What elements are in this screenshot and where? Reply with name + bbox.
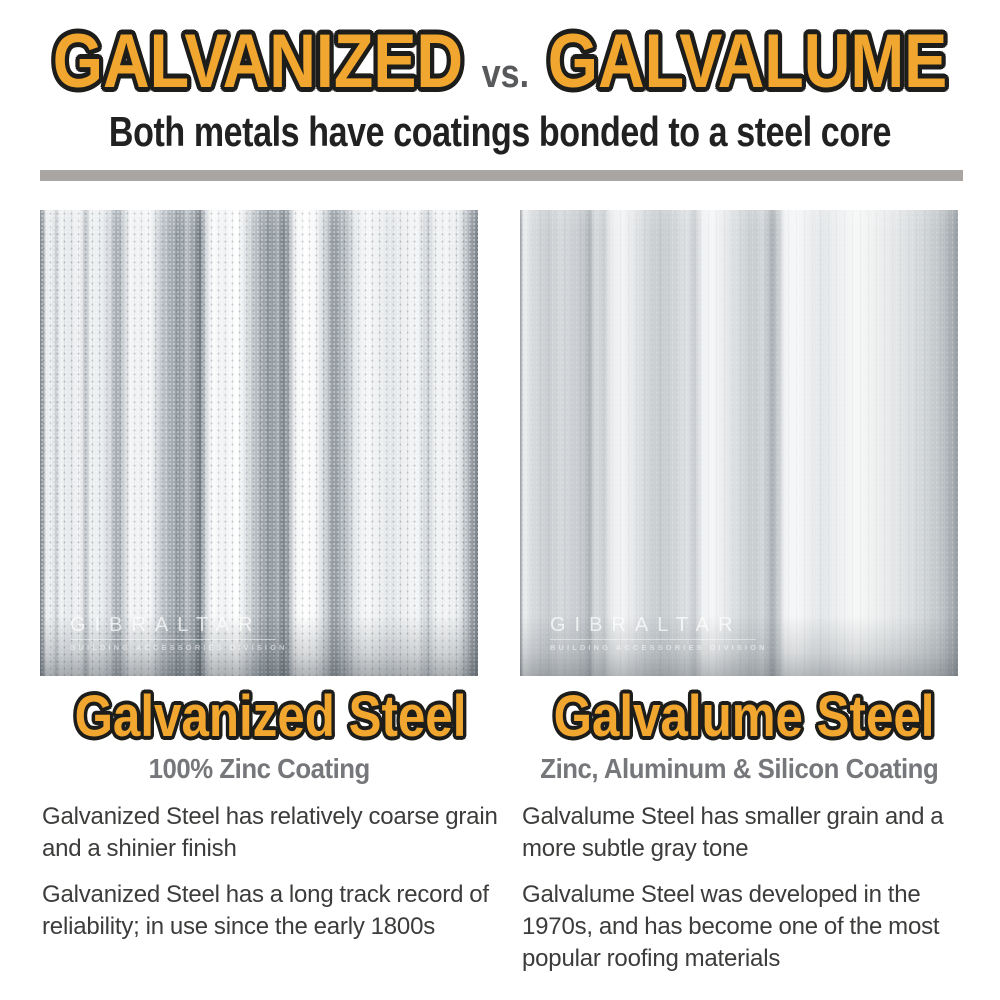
galvanized-panel-photo (40, 210, 478, 676)
heading-text: Galvanized Steel (74, 684, 467, 749)
heading-text: Galvalume Steel (553, 684, 935, 749)
body-paragraph: Galvalume Steel was developed in the 1970s, and has become one of the most popular roofing materials (522, 880, 940, 972)
title-galvalume: GALVALUME (547, 19, 948, 104)
body-galvalume (522, 801, 984, 989)
division-label: BUILDING ACCESSORIES DIVISION (550, 643, 768, 652)
watermark-divider-line (70, 639, 276, 640)
gibraltar-watermark (550, 615, 768, 652)
vs-label: vs. (481, 52, 530, 96)
heading-galvalume-steel (520, 684, 958, 749)
brand-wordmark: GIBRALTAR (550, 614, 742, 636)
division-label: BUILDING ACCESSORIES DIVISION (70, 643, 288, 652)
body-paragraph: Galvanized Steel has a long track record of reliability; in use since the early 1800s (42, 880, 489, 940)
subheading-text: 100% Zinc Coating (148, 753, 370, 784)
watermark-divider-line (550, 639, 756, 640)
subtitle: Both metals have coatings bonded to a steel core (108, 108, 892, 155)
subheading-galvanized (40, 753, 478, 785)
section-divider (40, 170, 963, 181)
subheading-text: Zinc, Aluminum & Silicon Coating (540, 753, 938, 784)
galvalume-panel-photo (520, 210, 958, 676)
body-paragraph: Galvalume Steel has smaller grain and a more subtle gray tone (522, 803, 944, 862)
body-paragraph: Galvanized Steel has relatively coarse grain and a shinier finish (42, 803, 498, 862)
heading-galvanized-steel (40, 684, 478, 749)
title-galvanized: GALVANIZED (52, 19, 464, 104)
gibraltar-watermark (70, 615, 288, 652)
main-title (52, 19, 948, 104)
body-galvanized (42, 801, 504, 957)
brand-wordmark: GIBRALTAR (70, 614, 262, 636)
subheading-galvalume (520, 753, 958, 785)
